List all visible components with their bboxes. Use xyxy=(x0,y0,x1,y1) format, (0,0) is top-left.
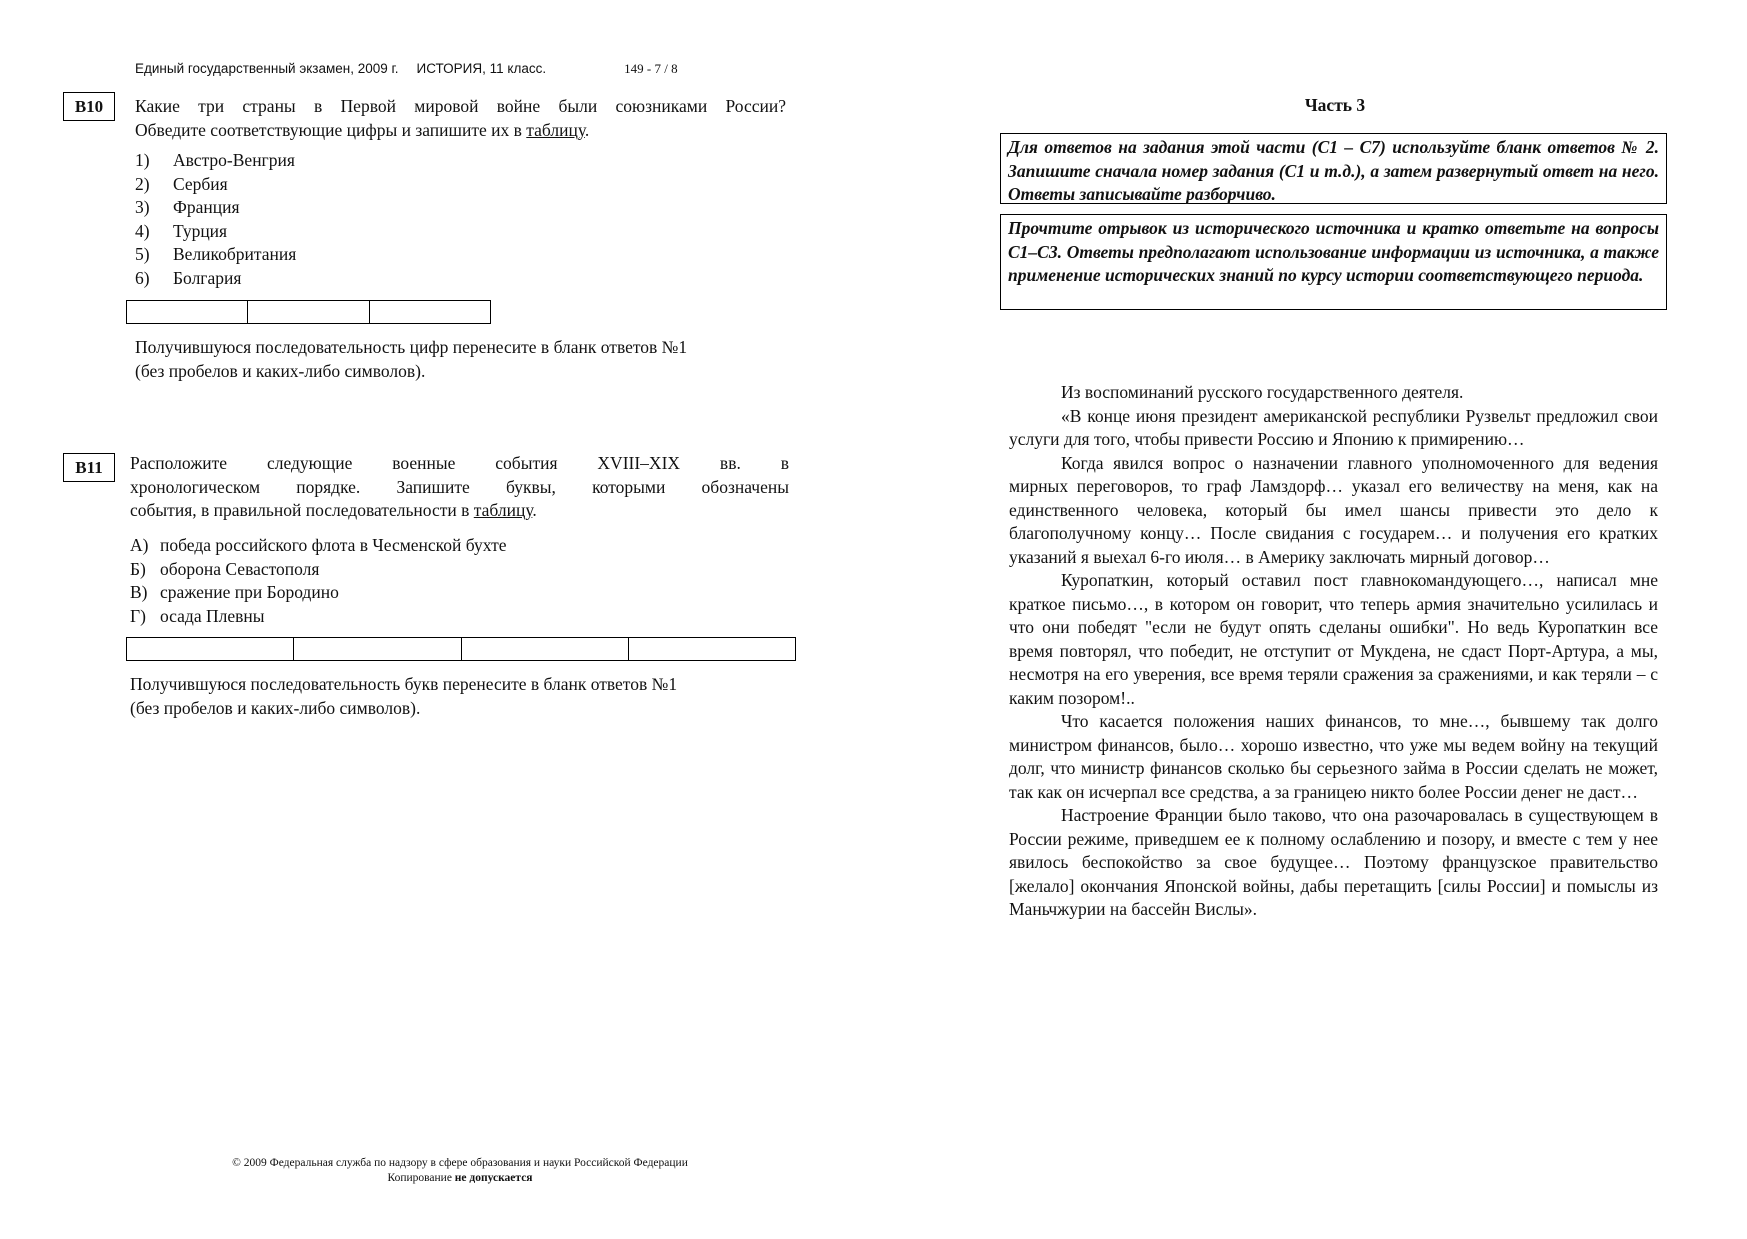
passage-paragraph: Куропаткин, который оставил пост главнокомандующего…, написал мне краткое письмо…, в котором он говорит, что теперь армия значительно усилилась и что они победят "если не будут опять сделаны ошибки". Но ведь Куропаткин все время повторял, что победит, не отступит от Мукдена, не сдаст Порт-Артура, а мы, несмотря на его уверения, все время теряли сражения за сражениями, и как теряли – с каким позором!.. xyxy=(1009,570,1658,708)
list-item[interactable]: 5) Великобритания xyxy=(135,244,297,264)
subject: ИСТОРИЯ, xyxy=(416,61,486,76)
b11-question-line3: события, в правильной последовательности в xyxy=(130,500,474,520)
list-item[interactable]: 6) Болгария xyxy=(135,267,242,288)
passage-paragraph: Что касается положения наших финансов, то мне…, бывшему так долго министром финансов, было… хорошо известно, что уже мы ведем войну на текущий долг, что министр финансов сколько бы серьезного займа в России сделать не может, так как он исчерпал все средства, а за границею никто более России денег не даст… xyxy=(1009,711,1658,802)
passage-paragraph: Настроение Франции было таково, что она разочаровалась в существующем в России режиме, приведшем ее к полному ослаблению и позору, и вместе с тем у нее явилось беспокойство за свое будущее… Поэтому французское правительство [желало] окончания Японской войны, дабы перетащить [силы России] и помыслы из Маньчжурии на бассейн Вислы». xyxy=(1009,805,1658,919)
list-item[interactable]: 4) Турция xyxy=(135,220,228,241)
b11-transfer-instructions: Получившуюся последовательность букв перенесите в бланк ответов №1 (без пробелов и каких-либо символов). xyxy=(130,674,678,718)
b11-question-line2: хронологическом порядке. Запишите буквы, которыми обозначены xyxy=(130,476,789,497)
list-item[interactable]: 3) Франция xyxy=(135,197,240,217)
b10-question: Какие три страны в Первой мировой войне были союзниками России? Обведите соответствующие цифры и запишите их в таблицу. xyxy=(135,96,786,140)
task-label-b10: B10 xyxy=(63,92,115,121)
b11-options xyxy=(130,534,507,628)
page-header xyxy=(135,61,678,77)
answer-cell[interactable] xyxy=(628,638,795,661)
answer-cell[interactable] xyxy=(248,301,369,324)
b10-transfer-instructions: Получившуюся последовательность цифр перенесите в бланк ответов №1 (без пробелов и каких-либо символов). xyxy=(135,337,688,381)
answer-cell[interactable] xyxy=(369,301,490,324)
b10-options xyxy=(135,149,296,290)
b11-answer-table xyxy=(126,637,796,661)
b11-table-link: таблицу xyxy=(473,500,533,520)
source-passage xyxy=(1009,381,1658,922)
part-title: Часть 3 xyxy=(1304,95,1366,115)
answer-cell[interactable] xyxy=(461,638,628,661)
b11-question-line1: Расположите следующие военные события XVIII–XIX вв. в xyxy=(130,453,789,473)
copy-prohibited: не допускается xyxy=(454,1172,533,1184)
passage-paragraph: Когда явился вопрос о назначении главного уполномоченного для ведения мирных переговоров, то граф Ламздорф… указал его величеству на меня, как на единственного человека, который бы имел шансы привести это дело к благополучному концу… После свидания с государем… и получения его кратких указаний я выехал 6-го июля… в Америку заключать мирный договор… xyxy=(1009,452,1658,567)
instruction-box-answers: Для ответов на задания этой части (С1 – С7) используйте бланк ответов № 2. Запишите сначала номер задания (С1 и т.д.), а затем развернутый ответ на него. Ответы записывайте разборчиво. xyxy=(1000,133,1667,204)
b10-table-link: таблицу xyxy=(526,119,585,140)
passage-paragraph: «В конце июня президент американской республики Рузвельт предложил свои услуги для того, чтобы привести Россию и Японию к примирению… xyxy=(1009,405,1658,449)
list-item[interactable]: Г) осада Плевны xyxy=(130,605,265,626)
b10-question-line2: Обведите соответствующие цифры и запишите их в xyxy=(135,119,527,140)
b10-question-line1: Какие три страны в Первой мировой войне были союзниками России? xyxy=(135,96,786,116)
exam-title: Единый государственный экзамен, 2009 г. xyxy=(135,61,399,76)
list-item[interactable]: Б) оборона Севастополя xyxy=(130,558,320,579)
copyright-footer: © 2009 Федеральная служба по надзору в сфере образования и науки Российской Федерации Копирование не допускается xyxy=(160,1156,760,1186)
list-item[interactable]: 1) Австро-Венгрия xyxy=(135,150,295,170)
answer-cell[interactable] xyxy=(294,638,461,661)
list-item[interactable]: В) сражение при Бородино xyxy=(130,582,339,602)
copyright-line: © 2009 Федеральная служба по надзору в сфере образования и науки Российской Федерации xyxy=(232,1157,688,1169)
b11-question: Расположите следующие военные события XVIII–XIX вв. в хронологическом порядке. Запишите буквы, которыми обозначены события, в правильной последовательности в таблицу. xyxy=(130,453,789,520)
answer-cell[interactable] xyxy=(127,301,248,324)
b10-answer-table xyxy=(126,300,491,324)
list-item[interactable]: 2) Сербия xyxy=(135,173,228,194)
grade: 11 класс. xyxy=(489,61,547,76)
task-label-b11: B11 xyxy=(63,453,115,482)
page-number: 149 - 7 / 8 xyxy=(624,61,678,76)
source-intro: Из воспоминаний русского государственного деятеля. xyxy=(1061,382,1464,402)
list-item[interactable]: А) победа российского флота в Чесменской бухте xyxy=(130,535,507,555)
answer-cell[interactable] xyxy=(127,638,294,661)
instruction-box-source: Прочтите отрывок из исторического источника и кратко ответьте на вопросы С1–С3. Ответы предполагают использование информации из источника, а также применение исторических знаний по курсу истории соответствующего периода. xyxy=(1000,214,1667,310)
